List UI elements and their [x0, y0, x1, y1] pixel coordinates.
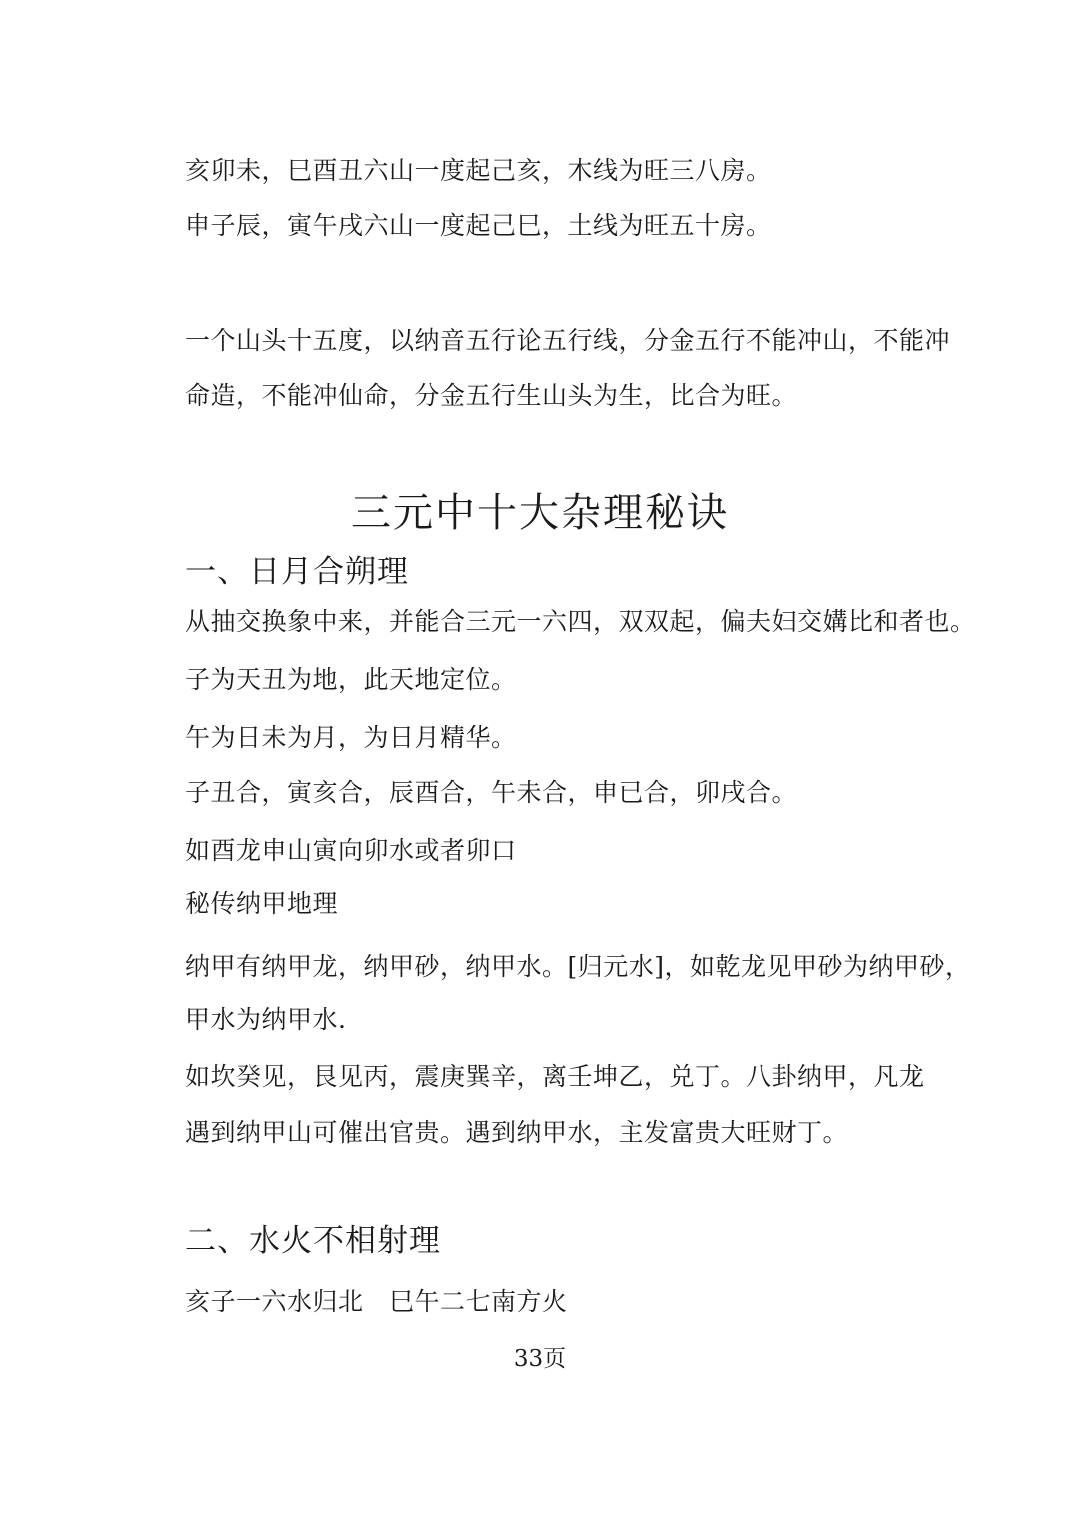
- text-line: 从抽交换象中来，并能合三元一六四，双双起，偏夫妇交媾比和者也。: [185, 607, 976, 636]
- text-line: 如坎癸见，艮见丙，震庚巽辛，离壬坤乙，兑丁。八卦纳甲，凡龙: [185, 1062, 925, 1091]
- text-line: 秘传纳甲地理: [185, 889, 339, 918]
- section-heading-1: 一、日月合朔理: [185, 554, 409, 590]
- text-line: 亥子一六水归北 巳午二七南方火: [185, 1287, 568, 1316]
- section-heading-2: 二、水火不相射理: [185, 1223, 441, 1259]
- text-line: 遇到纳甲山可催出官贵。遇到纳甲水，主发富贵大旺财丁。: [185, 1118, 849, 1147]
- page-number: 33页: [513, 1346, 567, 1372]
- text-line: 午为日未为月，为日月精华。: [185, 723, 517, 752]
- text-line: 申子辰，寅午戌六山一度起己巳，土线为旺五十房。: [185, 211, 772, 240]
- text-line: 如酉龙申山寅向卯水或者卯口: [185, 836, 517, 865]
- text-line: 亥卯未，巳酉丑六山一度起己亥，木线为旺三八房。: [185, 156, 772, 185]
- page-title: 三元中十大杂理秘诀: [351, 490, 729, 536]
- text-line: 命造，不能冲仙命，分金五行生山头为生，比合为旺。: [185, 381, 798, 410]
- text-line: 一个山头十五度，以纳音五行论五行线，分金五行不能冲山，不能冲: [185, 326, 951, 355]
- text-line: 子丑合，寅亥合，辰酉合，午未合，申已合，卯戌合。: [185, 778, 798, 807]
- text-line: 纳甲有纳甲龙，纳甲砂，纳甲水。[归元水]，如乾龙见甲砂为纳甲砂，: [185, 952, 971, 981]
- text-line: 子为天丑为地，此天地定位。: [185, 665, 517, 694]
- text-line: 甲水为纳甲水.: [185, 1005, 347, 1034]
